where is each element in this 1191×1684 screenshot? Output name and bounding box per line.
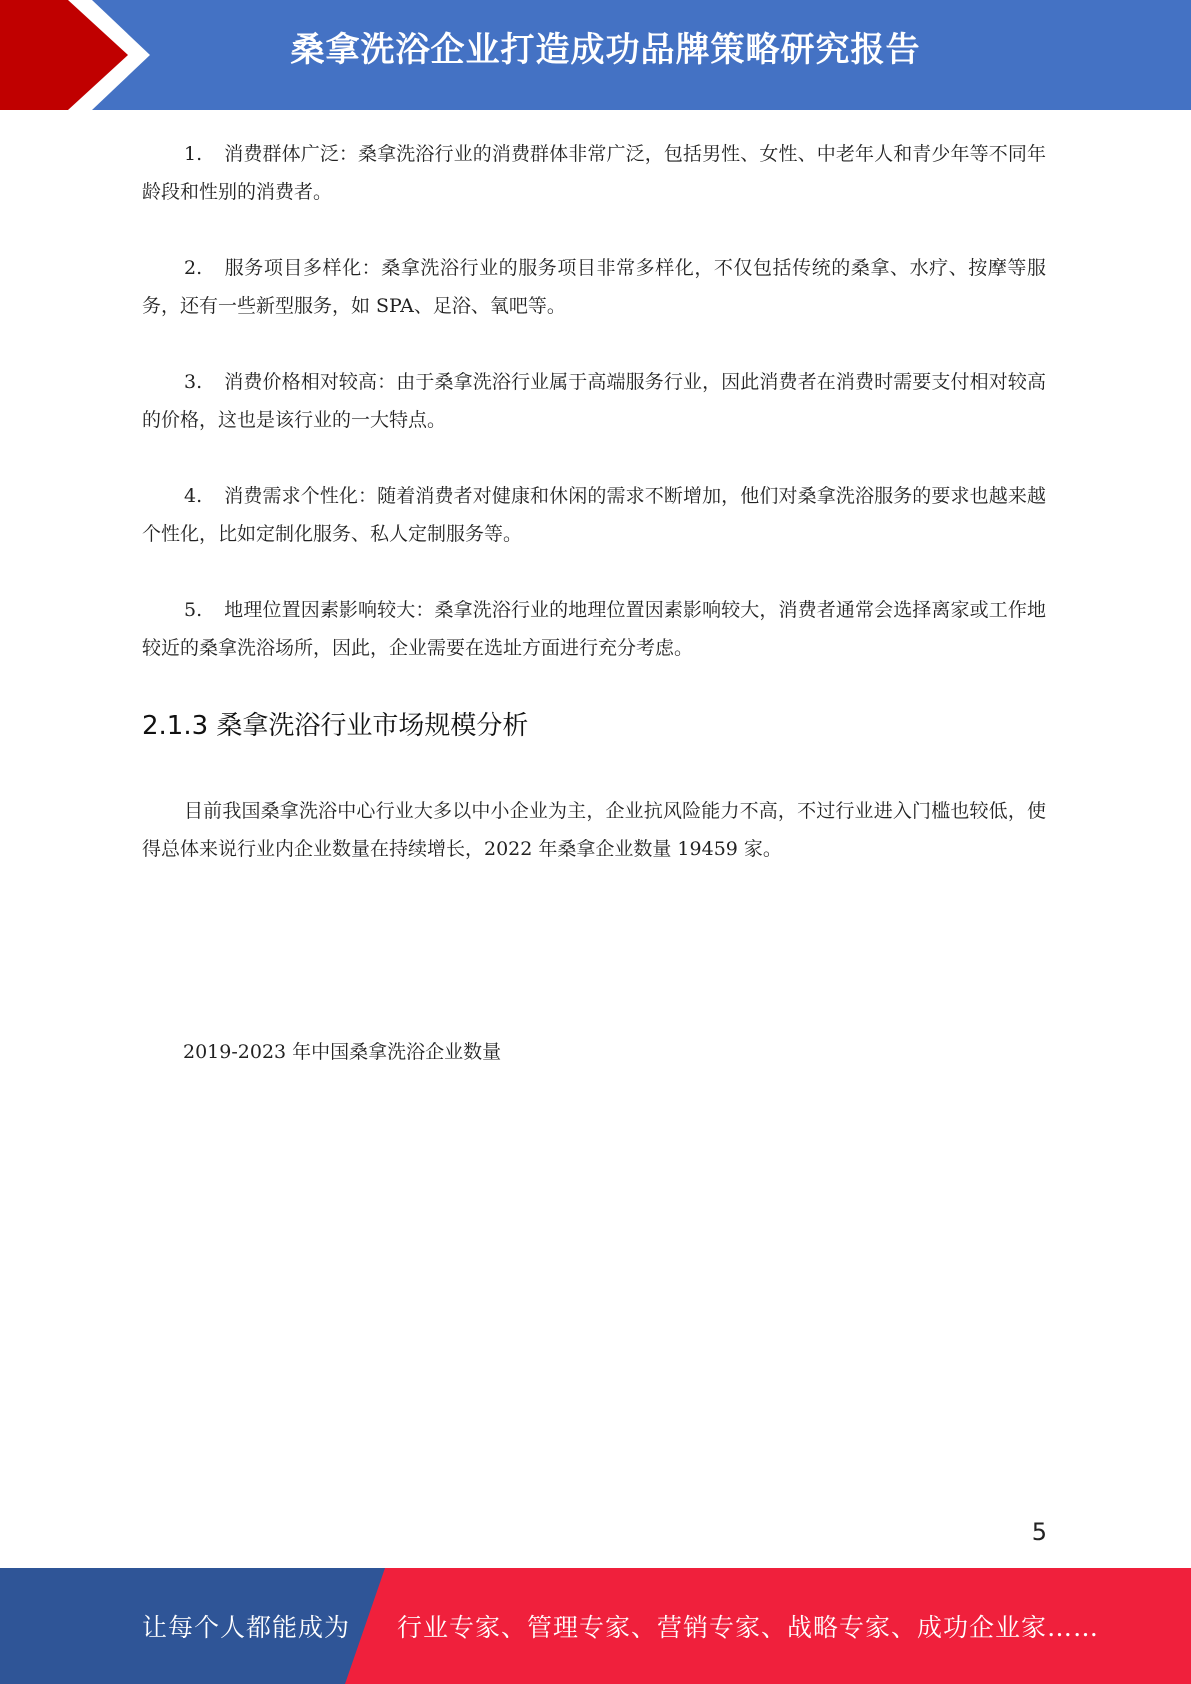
list-text: 消费需求个性化：随着消费者对健康和休闲的需求不断增加，他们对桑拿洗浴服务的要求也越来越个性化，比如定制化服务、私人定制服务等。 — [142, 485, 1046, 545]
list-text: 服务项目多样化：桑拿洗浴行业的服务项目非常多样化，不仅包括传统的桑拿、水疗、按摩等服务，还有一些新型服务，如 SPA、足浴、氧吧等。 — [142, 257, 1046, 317]
list-text: 消费群体广泛：桑拿洗浴行业的消费群体非常广泛，包括男性、女性、中老年人和青少年等不同年龄段和性别的消费者。 — [142, 143, 1046, 203]
footer-slogan-left: 让每个人都能成为 — [142, 1613, 351, 1642]
list-text: 消费价格相对较高：由于桑拿洗浴行业属于高端服务行业，因此消费者在消费时需要支付相对较高的价格，这也是该行业的一大特点。 — [142, 371, 1046, 431]
list-number: 3. — [184, 371, 203, 393]
section-body: 目前我国桑拿洗浴中心行业大多以中小企业为主，企业抗风险能力不高，不过行业进入门槛也较低，使得总体来说行业内企业数量在持续增长，2022 年桑拿企业数量 19459 家。 — [142, 800, 1046, 860]
list-item-4 — [142, 477, 1046, 553]
list-item-2 — [142, 249, 1046, 325]
list-item-3 — [142, 363, 1046, 439]
figure-caption: 2019-2023 年中国桑拿洗浴企业数量 — [183, 1041, 502, 1063]
list-item-5 — [142, 591, 1046, 667]
footer-slogan-right: 行业专家、管理专家、营销专家、战略专家、成功企业家…… — [397, 1613, 1100, 1642]
list-number: 4. — [184, 485, 203, 507]
report-title: 桑拿洗浴企业打造成功品牌策略研究报告 — [290, 30, 921, 70]
footer-banner — [0, 1568, 1191, 1684]
list-text: 地理位置因素影响较大：桑拿洗浴行业的地理位置因素影响较大，消费者通常会选择离家或工作地较近的桑拿洗浴场所，因此，企业需要在选址方面进行充分考虑。 — [142, 599, 1046, 659]
list-item-1 — [142, 135, 1046, 211]
section-heading: 2.1.3 桑拿洗浴行业市场规模分析 — [142, 711, 529, 741]
list-number: 1. — [184, 143, 203, 165]
list-number: 2. — [184, 257, 203, 279]
document-body — [142, 135, 1046, 906]
list-number: 5. — [184, 599, 203, 621]
header-banner — [0, 0, 1191, 110]
page-number: 5 — [1031, 1518, 1047, 1546]
